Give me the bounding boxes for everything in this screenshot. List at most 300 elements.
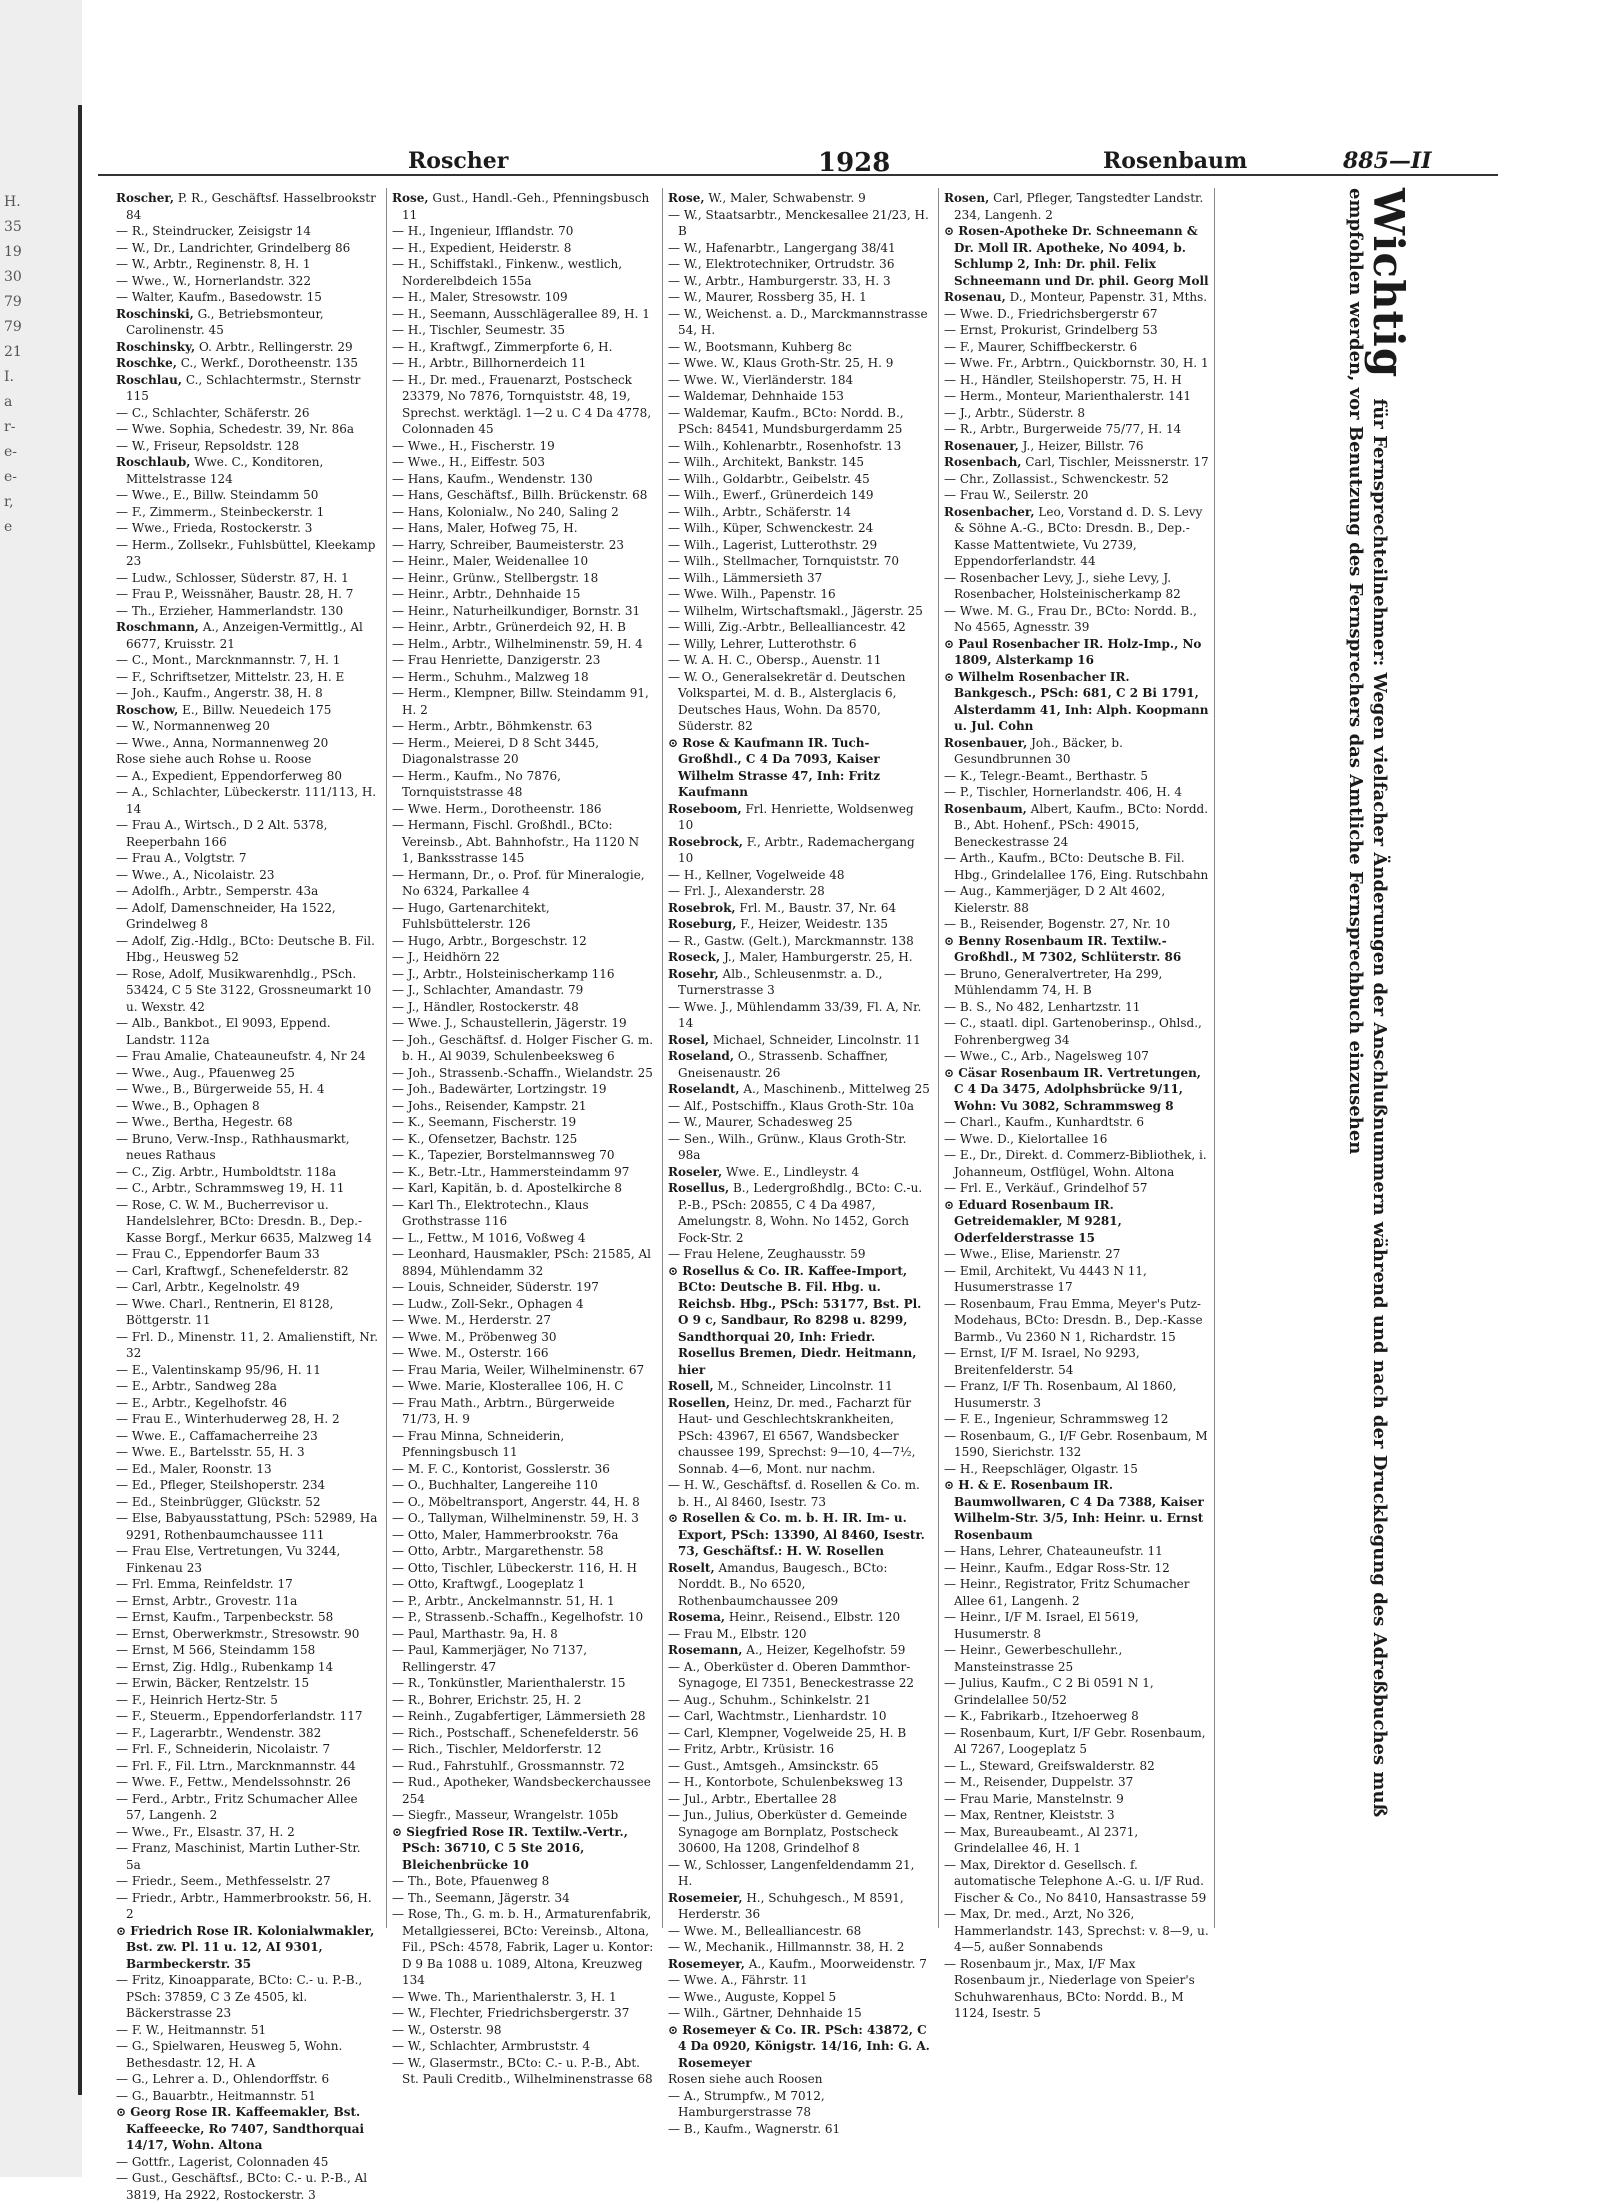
directory-entry: ⊙ H. & E. Rosenbaum IR. Baumwollwaren, C 4 Da 7388, Kaiser Wilhelm-Str. 3/5, Inh: Heinr. u. Ernst Rosenbaum (944, 1478, 1204, 1542)
directory-entry: — C., Arbtr., Schrammsweg 19, H. 11 (116, 1181, 345, 1195)
directory-entry: — H., Schiffstakl., Finkenw., westlich, Norderelbdeich 155a (392, 257, 623, 288)
directory-entry: Rosenbaum, Albert, Kaufm., BCto: Nordd. B., Abt. Hohenf., PSch: 49015, Beneckestrasse 24 (944, 801, 1209, 849)
column-divider (1214, 188, 1215, 1928)
directory-entry: — Wilh., Lagerist, Lutterothstr. 29 (668, 537, 878, 552)
directory-entry: — Siegfr., Masseur, Wrangelstr. 105b (392, 1808, 619, 1822)
directory-entry: — Frau E., Winterhuderweg 28, H. 2 (116, 1412, 340, 1426)
directory-entry: — Th., Erzieher, Hammerlandstr. 130 (116, 603, 344, 618)
directory-entry: — Rich., Postschaff., Schenefelderstr. 56 (392, 1725, 639, 1740)
directory-entry: — Wwe., Frieda, Rostockerstr. 3 (116, 521, 313, 535)
directory-entry: — R., Steindrucker, Zeisigstr 14 (116, 224, 312, 238)
directory-entry: — Wwe. M., Bellealliancestr. 68 (668, 1923, 862, 1938)
directory-entry: — H., Seemann, Ausschlägerallee 89, H. 1 (392, 306, 650, 321)
directory-entry: — Hans, Lehrer, Chateauneufstr. 11 (944, 1544, 1163, 1558)
margin-fragment: H. (4, 194, 21, 210)
directory-entry: — H., Ingenieur, Ifflandstr. 70 (392, 224, 574, 238)
directory-entry: Roschmann, A., Anzeigen-Vermittlg., Al 6677, Kruisstr. 21 (116, 620, 363, 651)
directory-entry: — Carl, Arbtr., Kegelnolstr. 49 (116, 1280, 300, 1294)
directory-entry: ⊙ Wilhelm Rosenbacher IR. Bankgesch., PSch: 681, C 2 Bi 1791, Alsterdamm 41, Inh: Alph. Koopmann u. Jul. Cohn (944, 669, 1209, 733)
directory-entry: — Wwe., H., Eiffestr. 503 (392, 455, 546, 469)
directory-entry: — A., Strumpfw., M 7012, Hamburgerstrasse 78 (668, 2088, 825, 2119)
directory-page (98, 118, 1498, 2202)
directory-entry: — Wwe. Charl., Rentnerin, El 8128, Böttgerstr. 11 (116, 1296, 334, 1327)
directory-entry: — Ed., Pfleger, Steilshoperstr. 234 (116, 1478, 326, 1492)
directory-entry: Roseler, Wwe. E., Lindleystr. 4 (668, 1164, 860, 1179)
directory-entry: — Hans, Kolonialw., No 240, Saling 2 (392, 504, 619, 519)
directory-entry: Rosenauer, J., Heizer, Billstr. 76 (944, 438, 1144, 453)
directory-entry: — J., Schlachter, Amandastr. 79 (392, 983, 584, 997)
directory-entry: — L., Steward, Greifswalderstr. 82 (944, 1758, 1155, 1773)
directory-entry: — Frau Maria, Weiler, Wilhelminenstr. 67 (392, 1362, 645, 1377)
directory-entry: — Joh., Kaufm., Angerstr. 38, H. 8 (116, 686, 323, 700)
directory-entry: — Wwe. Fr., Arbtrn., Quickbornstr. 30, H. 1 (944, 356, 1209, 370)
notice-body: für Fernsprechteilnehmer: Wegen vielfacher Änderungen der Anschlußnummern während und nach der Drucklegung des Adreßbuches muß empfohlen werden, vor Benutzung des Fernsprechers das Amtliche Fernsprechbuch einzusehen (1345, 188, 1390, 1818)
directory-entry: — Helm., Arbtr., Wilhelminenstr. 59, H. 4 (392, 636, 643, 651)
directory-entry: — Otto, Kraftwgf., Loogeplatz 1 (392, 1577, 586, 1591)
directory-entry: — M. F. C., Kontorist, Gosslerstr. 36 (392, 1461, 610, 1476)
directory-entry: — Frl. E., Verkäuf., Grindelhof 57 (944, 1181, 1148, 1195)
directory-entry: — Wwe., Auguste, Koppel 5 (668, 1989, 837, 2004)
directory-entry: — Wwe. A., Fährstr. 11 (668, 1973, 808, 1987)
directory-entry: — Frau P., Weissnäher, Baustr. 28, H. 7 (116, 587, 354, 601)
directory-entry: — P., Arbtr., Anckelmannstr. 51, H. 1 (392, 1593, 615, 1608)
directory-entry: — Gottfr., Lagerist, Colonnaden 45 (116, 2154, 329, 2169)
directory-entry: — Waldemar, Kaufm., BCto: Nordd. B., PSch: 84541, Mundsburgerdamm 25 (668, 405, 904, 436)
directory-entry: — Herm., Klempner, Billw. Steindamm 91, H. 2 (392, 686, 649, 717)
directory-entry: — Paul, Marthastr. 9a, H. 8 (392, 1626, 558, 1641)
margin-fragments (4, 190, 64, 540)
directory-entry: Roschinski, G., Betriebsmonteur, Carolinenstr. 45 (116, 306, 324, 337)
directory-entry: — E., Arbtr., Kegelhofstr. 46 (116, 1395, 287, 1410)
margin-fragment: r, (4, 494, 14, 510)
directory-entry: — Wwe., Anna, Normannenweg 20 (116, 735, 329, 750)
directory-entry: — Heinr., Gewerbeschullehr., Mansteinstrasse 25 (944, 1643, 1123, 1674)
directory-entry: — Ernst, Prokurist, Grindelberg 53 (944, 323, 1158, 337)
directory-entry: — Wwe. W., Vierländerstr. 184 (668, 372, 854, 387)
directory-entry: — Frl. F., Schneiderin, Nicolaistr. 7 (116, 1742, 331, 1756)
directory-entry: — Frau W., Seilerstr. 20 (944, 488, 1089, 502)
column-divider (938, 188, 939, 1928)
directory-entry: — Walter, Kaufm., Basedowstr. 15 (116, 290, 322, 304)
directory-entry: — Frau M., Elbstr. 120 (668, 1626, 807, 1641)
directory-entry: — Bruno, Generalvertreter, Ha 299, Mühlendamm 74, H. B (944, 966, 1163, 997)
directory-entry: — Heinr., Kaufm., Edgar Ross-Str. 12 (944, 1560, 1170, 1575)
directory-entry: — Frau Henriette, Danzigerstr. 23 (392, 653, 601, 667)
directory-entry: — Frau Minna, Schneiderin, Pfenningsbusch 11 (392, 1428, 565, 1459)
directory-entry: — Rose, Th., G. m. b. H., Armaturenfabrik, Metallgiesserei, BCto: Vereinsb., Altona, Fil., PSch: 4578, Fabrik, Lager u. Kontor: D 9 Ba 1088 u. 1089, Altona, Kreuzweg 134 (392, 1907, 654, 1987)
directory-entry: — W., Dr., Landrichter, Grindelberg 86 (116, 240, 351, 255)
notice-title: Wichtig (1364, 188, 1413, 379)
directory-entry: Rosenbacher, Leo, Vorstand d. D. S. Levy & Söhne A.-G., BCto: Dresdn. B., Dep.-Kasse Mattentwiete, Vu 2739, Eppendorferlandstr. 44 (944, 504, 1203, 568)
directory-entry: — Ludw., Zoll-Sekr., Ophagen 4 (392, 1296, 584, 1311)
column-2 (392, 190, 654, 2086)
directory-entry: — O., Buchhalter, Langereihe 110 (392, 1478, 598, 1492)
margin-fragment: 79 (4, 294, 22, 310)
directory-entry: — Ed., Steinbrügger, Glückstr. 52 (116, 1494, 321, 1509)
directory-entry: — Willy, Lehrer, Lutterothstr. 6 (668, 636, 857, 651)
directory-entry: — W., Weichenst. a. D., Marckmannstrasse 54, H. (668, 306, 928, 337)
directory-entry: — Adolfh., Arbtr., Semperstr. 43a (116, 884, 319, 898)
margin-fragment: 21 (4, 344, 22, 360)
directory-entry: ⊙ Benny Rosenbaum IR. Textilw.-Großhdl., M 7302, Schlüterstr. 86 (944, 933, 1182, 964)
directory-entry: ⊙ Cäsar Rosenbaum IR. Vertretungen, C 4 Da 3475, Adolphsbrücke 9/11, Wohn: Vu 3082, Schrammsweg 8 (944, 1065, 1201, 1113)
directory-entry: — J., Arbtr., Holsteinischerkamp 116 (392, 966, 615, 981)
directory-entry: — Heinr., Grünw., Stellbergstr. 18 (392, 570, 599, 585)
directory-entry: ⊙ Georg Rose IR. Kaffeemakler, Bst. Kaffeeecke, Ro 7407, Sandthorquai 14/17, Wohn. Altona (116, 2105, 365, 2152)
directory-entry: — Rud., Fahrstuhlf., Grossmannstr. 72 (392, 1758, 625, 1773)
directory-entry: Rose, W., Maler, Schwabenstr. 9 (668, 191, 866, 205)
directory-entry: — Wwe., W., Hornerlandstr. 322 (116, 273, 311, 288)
directory-entry: — E., Arbtr., Sandweg 28a (116, 1379, 277, 1393)
directory-entry: — Heinr., Arbtr., Dehnhaide 15 (392, 587, 581, 601)
directory-entry: — Otto, Tischler, Lübeckerstr. 116, H. H (392, 1560, 638, 1575)
directory-entry: Rosebrock, F., Arbtr., Rademachergang 10 (668, 834, 915, 865)
directory-entry: — Aug., Kammerjäger, D 2 Alt 4602, Kielerstr. 88 (944, 884, 1166, 915)
margin-fragment: a (4, 394, 13, 410)
directory-entry: — H., Händler, Steilshoperstr. 75, H. H (944, 372, 1182, 387)
directory-entry: — Erwin, Bäcker, Rentzelstr. 15 (116, 1676, 310, 1690)
directory-entry: — Heinr., Maler, Weidenallee 10 (392, 554, 589, 568)
directory-entry: — C., Schlachter, Schäferstr. 26 (116, 405, 310, 420)
directory-entry: — Wilh., Architekt, Bankstr. 145 (668, 455, 865, 469)
directory-entry: — W., Arbtr., Reginenstr. 8, H. 1 (116, 257, 311, 271)
directory-entry: — Otto, Arbtr., Margarethenstr. 58 (392, 1544, 604, 1558)
directory-entry: — Karl, Kapitän, b. d. Apostelkirche 8 (392, 1181, 623, 1195)
directory-entry: — Friedr., Arbtr., Hammerbrookstr. 56, H. 2 (116, 1890, 372, 1921)
directory-entry: — Jun., Julius, Oberküster d. Gemeinde Synagoge am Bornplatz, Postscheck 30600, Ha 1208, Grindelhof 8 (668, 1808, 908, 1855)
directory-entry: — Wwe. D., Friedrichsbergerstr 67 (944, 306, 1158, 321)
directory-entry: — F., Heinrich Hertz-Str. 5 (116, 1692, 278, 1707)
directory-entry: — B., Reisender, Bogenstr. 27, Nr. 10 (944, 917, 1171, 931)
directory-entry: — H., Arbtr., Billhornerdeich 11 (392, 356, 587, 370)
directory-entry: — Frau C., Eppendorfer Baum 33 (116, 1247, 320, 1261)
directory-entry: — W. A. H. C., Obersp., Auenstr. 11 (668, 653, 882, 667)
directory-entry: — F., Schriftsetzer, Mittelstr. 23, H. E (116, 669, 345, 684)
directory-entry: — Heinr., Naturheilkundiger, Bornstr. 31 (392, 603, 641, 618)
directory-entry: — Gust., Amtsgeh., Amsinckstr. 65 (668, 1758, 879, 1773)
directory-entry: — G., Lehrer a. D., Ohlendorffstr. 6 (116, 2072, 330, 2086)
directory-entry: — Karl Th., Elektrotechn., Klaus Grothstrasse 116 (392, 1197, 589, 1228)
directory-entry: Roschlaub, Wwe. C., Konditoren, Mittelstrasse 124 (116, 455, 324, 486)
directory-entry: — Franz, Maschinist, Martin Luther-Str. 5a (116, 1841, 361, 1872)
directory-entry: Rosen, Carl, Pfleger, Tangstedter Landstr. 234, Langenh. 2 (944, 191, 1204, 222)
directory-entry: — Wwe., Aug., Pfauenweg 25 (116, 1065, 295, 1080)
directory-entry: — Wilh., Kohlenarbtr., Rosenhofstr. 13 (668, 438, 902, 453)
directory-entry: — Wwe. M., Pröbenweg 30 (392, 1329, 557, 1344)
directory-entry: — Wwe., Fr., Elsastr. 37, H. 2 (116, 1824, 295, 1839)
directory-entry: — W., Staatsarbtr., Menckesallee 21/23, H. B (668, 207, 929, 238)
directory-entry: ⊙ Paul Rosenbacher IR. Holz-Imp., No 1809, Alsterkamp 16 (944, 636, 1202, 667)
directory-entry: Rosenau, D., Monteur, Papenstr. 31, Mths. (944, 290, 1208, 304)
directory-entry: — Wilh., Goldarbtr., Geibelstr. 45 (668, 471, 870, 486)
directory-entry: — Rosenbacher Levy, J., siehe Levy, J. Rosenbacher, Holsteinischerkamp 82 (944, 570, 1181, 601)
margin-fragment: 30 (4, 269, 22, 285)
directory-entry: — Else, Babyausstattung, PSch: 52989, Ha 9291, Rothenbaumchaussee 111 (116, 1511, 378, 1542)
telephone-notice-text (1320, 188, 1413, 1828)
directory-entry: — W., Mechanik., Hillmannstr. 38, H. 2 (668, 1940, 905, 1954)
directory-entry: — Heinr., I/F M. Israel, El 5619, Husumerstr. 8 (944, 1610, 1139, 1641)
directory-entry: — C., staatl. dipl. Gartenoberinsp., Ohlsd., Fohrenbergweg 34 (944, 1016, 1202, 1047)
directory-entry: — Rich., Tischler, Meldorferstr. 12 (392, 1742, 602, 1756)
directory-entry: Roschlau, C., Schlachtermstr., Sternstr 115 (116, 372, 361, 403)
directory-entry: — Wwe., H., Fischerstr. 19 (392, 438, 555, 453)
directory-entry: — E., Dr., Direkt. d. Commerz-Bibliothek, i. Johanneum, Ostflügel, Wohn. Altona (944, 1148, 1207, 1179)
directory-entry: — Frau Amalie, Chateauneufstr. 4, Nr 24 (116, 1049, 366, 1063)
directory-entry: Rosehr, Alb., Schleusenmstr. a. D., Turnerstrasse 3 (668, 966, 883, 997)
directory-entry: — Wwe., B., Ophagen 8 (116, 1098, 260, 1113)
directory-entry: — W., Maurer, Rossberg 35, H. 1 (668, 290, 867, 304)
directory-entry: — Frau Math., Arbtrn., Bürgerweide 71/73, H. 9 (392, 1395, 615, 1426)
directory-entry: — Ferd., Arbtr., Fritz Schumacher Allee 57, Langenh. 2 (116, 1791, 358, 1822)
directory-entry: — Reinh., Zugabfertiger, Lämmersieth 28 (392, 1709, 646, 1723)
directory-entry: — Harry, Schreiber, Baumeisterstr. 23 (392, 537, 625, 552)
directory-entry: — Carl, Klempner, Vogelweide 25, H. B (668, 1725, 907, 1740)
directory-entry: — Frl. F., Fil. Ltrn., Marcknmannstr. 44 (116, 1758, 356, 1773)
directory-entry: — Ernst, Zig. Hdlg., Rubenkamp 14 (116, 1659, 334, 1674)
directory-entry: — R., Bohrer, Erichstr. 25, H. 2 (392, 1692, 582, 1707)
directory-entry: — Heinr., Arbtr., Grünerdeich 92, H. B (392, 620, 626, 634)
directory-entry: — Hans, Kaufm., Wendenstr. 130 (392, 471, 593, 486)
directory-entry: Roschow, E., Billw. Neuedeich 175 (116, 702, 332, 717)
directory-entry: — Wwe. F., Fettw., Mendelssohnstr. 26 (116, 1775, 351, 1789)
directory-entry: — F., Steuerm., Eppendorferlandstr. 117 (116, 1709, 363, 1723)
directory-entry: — W., Normannenweg 20 (116, 719, 270, 733)
margin-fragment: 19 (4, 244, 22, 260)
directory-entry: — Charl., Kaufm., Kunhardtstr. 6 (944, 1115, 1144, 1129)
directory-entry: — A., Oberküster d. Oberen Dammthor-Synagoge, El 7351, Beneckestrasse 22 (668, 1659, 914, 1690)
directory-entry: — Sen., Wilh., Grünw., Klaus Groth-Str. 98a (668, 1131, 907, 1162)
directory-entry: — H., Kraftwgf., Zimmerpforte 6, H. (392, 339, 613, 354)
directory-entry: — Bruno, Verw.-Insp., Rathhausmarkt, neues Rathaus (116, 1131, 350, 1162)
telephone-notice (1230, 188, 1490, 1908)
directory-entry: — Julius, Kaufm., C 2 Bi 0591 N 1, Grindelallee 50/52 (944, 1676, 1154, 1707)
directory-entry: — Wwe. M., Osterstr. 166 (392, 1346, 549, 1360)
directory-entry: — F., Zimmerm., Steinbeckerstr. 1 (116, 504, 325, 519)
directory-entry: — Chr., Zollassist., Schwenckestr. 52 (944, 471, 1169, 486)
directory-entry: — Ernst, Kaufm., Tarpenbeckstr. 58 (116, 1610, 334, 1624)
directory-entry: — Wwe. Th., Marienthalerstr. 3, H. 1 (392, 1989, 617, 2004)
directory-entry: — Adolf, Zig.-Hdlg., BCto: Deutsche B. Fil. Hbg., Heusweg 52 (116, 933, 375, 964)
directory-entry: Roschke, C., Werkf., Dorotheenstr. 135 (116, 356, 359, 370)
directory-entry: — Herm., Monteur, Marienthalerstr. 141 (944, 389, 1192, 403)
directory-entry: — O., Tallyman, Wilhelminenstr. 59, H. 3 (392, 1511, 639, 1525)
directory-entry: — Alb., Bankbot., El 9093, Eppend. Landstr. 112a (116, 1016, 331, 1047)
directory-entry: — Wwe. J., Mühlendamm 33/39, Fl. A, Nr. 14 (668, 999, 922, 1030)
directory-entry: — J., Arbtr., Süderstr. 8 (944, 405, 1086, 420)
directory-entry: — Wwe. D., Kielortallee 16 (944, 1131, 1108, 1146)
directory-entry: — Th., Seemann, Jägerstr. 34 (392, 1890, 570, 1905)
directory-entry: — E., Valentinskamp 95/96, H. 11 (116, 1362, 321, 1377)
directory-entry: — Carl, Wachtmstr., Lienhardstr. 10 (668, 1709, 887, 1723)
directory-entry: Roschinsky, O. Arbtr., Rellingerstr. 29 (116, 339, 353, 354)
directory-entry: — Wwe. E., Caffamacherreihe 23 (116, 1428, 318, 1443)
directory-entry: Rosemeyer, A., Kaufm., Moorweidenstr. 7 (668, 1956, 927, 1971)
directory-entry: — C., Mont., Marcknmannstr. 7, H. 1 (116, 653, 341, 667)
directory-entry: — Wwe., B., Bürgerweide 55, H. 4 (116, 1082, 325, 1096)
directory-entry: — H., Dr. med., Frauenarzt, Postscheck 23379, No 7876, Tornquiststr. 48, 19, Sprechst. werktägl. 1—2 u. C 4 Da 4778, Colonnaden 45 (392, 372, 652, 436)
directory-entry: — K., Ofensetzer, Bachstr. 125 (392, 1131, 578, 1146)
directory-entry: ⊙ Rosen-Apotheke Dr. Schneemann & Dr. Moll IR. Apotheke, No 4094, b. Schlump 2, Inh: Dr. phil. Felix Schneemann und Dr. phil. Georg Moll (944, 224, 1209, 288)
column-1 (116, 190, 379, 2202)
directory-entry: Rosenbach, Carl, Tischler, Meissnerstr. 17 (944, 455, 1209, 469)
directory-entry: — Willi, Zig.-Arbtr., Bellealliancestr. 42 (668, 620, 906, 634)
directory-entry: — Franz, I/F Th. Rosenbaum, Al 1860, Husumerstr. 3 (944, 1379, 1177, 1410)
directory-entry: — A., Schlachter, Lübeckerstr. 111/113, H. 14 (116, 785, 377, 816)
directory-entry: — Ernst, Arbtr., Grovestr. 11a (116, 1593, 298, 1608)
directory-entry: — Max, Dr. med., Arzt, No 326, Hammerlandstr. 143, Sprechst: v. 8—9, u. 4—5, außer Sonnabends (944, 1907, 1209, 1954)
directory-entry: Rosen siehe auch Roosen (668, 2072, 823, 2086)
directory-entry: Roselandt, A., Maschinenb., Mittelweg 25 (668, 1082, 930, 1096)
directory-entry: Rosellen, Heinz, Dr. med., Facharzt für Haut- und Geschlechtskrankheiten, PSch: 43967, El 6567, Wandsbecker chaussee 199, Sprechst: 9—10, 4—7½, Sonnab. 4—6, Mont. nur nachm. (668, 1395, 916, 1476)
directory-entry: — Aug., Schuhm., Schinkelstr. 21 (668, 1692, 872, 1707)
directory-entry: — Frau Marie, Manstelnstr. 9 (944, 1791, 1124, 1806)
directory-entry: — W., Arbtr., Hamburgerstr. 33, H. 3 (668, 273, 891, 288)
directory-entry: — Johs., Reisender, Kampstr. 21 (392, 1098, 587, 1113)
directory-entry: — F. W., Heitmannstr. 51 (116, 2022, 267, 2037)
directory-entry: Rose siehe auch Rohse u. Roose (116, 752, 312, 766)
directory-entry: — Herm., Arbtr., Böhmkenstr. 63 (392, 719, 593, 733)
directory-entry: — Wwe. J., Schaustellerin, Jägerstr. 19 (392, 1016, 627, 1030)
directory-entry: Roseboom, Frl. Henriette, Woldsenweg 10 (668, 801, 914, 832)
directory-entry: — Gust., Geschäftsf., BCto: C.- u. P.-B., Al 3819, Ha 2922, Rostockerstr. 3 (116, 2171, 368, 2202)
directory-entry: — Hans, Maler, Hofweg 75, H. (392, 521, 578, 535)
directory-entry: ⊙ Rose & Kaufmann IR. Tuch-Großhdl., C 4 Da 7093, Kaiser Wilhelm Strasse 47, Inh: Fritz Kaufmann (668, 735, 881, 799)
directory-entry: — Ernst, Oberwerkmstr., Stresowstr. 90 (116, 1626, 360, 1641)
margin-fragment: r- (4, 419, 16, 435)
directory-entry: — Wwe. Sophia, Schedestr. 39, Nr. 86a (116, 422, 355, 436)
directory-entry: — H., Expedient, Heiderstr. 8 (392, 240, 572, 255)
directory-entry: Rosebrok, Frl. M., Baustr. 37, Nr. 64 (668, 900, 897, 915)
directory-entry: — Wwe., Elise, Marienstr. 27 (944, 1247, 1121, 1261)
directory-entry: — Rose, C. W. M., Bucherrevisor u. Handelslehrer, BCto: Dresdn. B., Dep.-Kasse Borgf., Merkur 6635, Malzweg 14 (116, 1197, 372, 1245)
directory-entry: — Joh., Geschäftsf. d. Holger Fischer G. m. b. H., Al 9039, Schulenbeeksweg 6 (392, 1032, 654, 1063)
directory-entry: — G., Bauarbtr., Heitmannstr. 51 (116, 2088, 316, 2103)
directory-entry: — Herm., Kaufm., No 7876, Tornquiststrasse 48 (392, 768, 561, 799)
directory-entry: — Jul., Arbtr., Ebertallee 28 (668, 1791, 837, 1806)
directory-entry: — J., Heidhörn 22 (392, 950, 500, 964)
directory-entry: — Joh., Strassenb.-Schaffn., Wielandstr. 25 (392, 1065, 653, 1080)
directory-entry: Rose, Gust., Handl.-Geh., Pfenningsbusch 11 (392, 191, 650, 222)
directory-entry: Rosel, Michael, Schneider, Lincolnstr. 11 (668, 1032, 921, 1047)
header-year: 1928 (818, 148, 891, 178)
directory-entry: — Herm., Zollsekr., Fuhlsbüttel, Kleekamp 23 (116, 537, 376, 568)
directory-entry: — P., Tischler, Hornerlandstr. 406, H. 4 (944, 785, 1183, 799)
directory-entry: — Frau A., Wirtsch., D 2 Alt. 5378, Reeperbahn 166 (116, 818, 328, 849)
margin-fragment: I. (4, 369, 14, 385)
directory-entry: — Wwe., A., Nicolaistr. 23 (116, 867, 275, 882)
directory-entry: — H., Kellner, Vogelweide 48 (668, 867, 845, 882)
directory-entry: — W., Maurer, Schadesweg 25 (668, 1115, 853, 1129)
directory-entry: — J., Händler, Rostockerstr. 48 (392, 999, 579, 1014)
directory-entry: — Emil, Architekt, Vu 4443 N 11, Husumerstrasse 17 (944, 1263, 1147, 1294)
directory-entry: — Fritz, Arbtr., Krüsistr. 16 (668, 1742, 834, 1756)
column-3 (668, 190, 930, 2136)
directory-entry: Rosemeier, H., Schuhgesch., M 8591, Herderstr. 36 (668, 1890, 904, 1921)
directory-entry: — Wilh., Küper, Schwenckestr. 24 (668, 521, 874, 535)
directory-entry: — Wwe. Wilh., Papenstr. 16 (668, 587, 836, 601)
directory-entry: — Wilh., Lämmersieth 37 (668, 570, 823, 585)
directory-entry: — K., Telegr.-Beamt., Berthastr. 5 (944, 768, 1149, 783)
directory-entry: — Leonhard, Hausmakler, PSch: 21585, Al 8894, Mühlendamm 32 (392, 1247, 651, 1278)
directory-entry: — Th., Bote, Pfauenweg 8 (392, 1874, 550, 1888)
directory-entry: — Wwe. E., Bartelsstr. 55, H. 3 (116, 1445, 305, 1459)
directory-entry: — Adolf, Damenschneider, Ha 1522, Grindelweg 8 (116, 900, 336, 931)
directory-entry: — W., Schlosser, Langenfeldendamm 21, H. (668, 1857, 915, 1888)
column-divider (662, 188, 663, 1928)
directory-entry: — H. W., Geschäftsf. d. Rosellen & Co. m. b. H., Al 8460, Isestr. 73 (668, 1478, 920, 1509)
directory-entry: — Rose, Adolf, Musikwarenhdlg., PSch. 53424, C 5 Ste 3122, Grossneumarkt 10 u. Wexstr. 42 (116, 966, 372, 1014)
directory-entry: — G., Spielwaren, Heusweg 5, Wohn. Bethesdastr. 12, H. A (116, 2039, 343, 2070)
directory-entry: — Wwe., E., Billw. Steindamm 50 (116, 488, 319, 502)
directory-entry: — Frl. D., Minenstr. 11, 2. Amalienstift, Nr. 32 (116, 1329, 379, 1360)
directory-entry: — Hugo, Gartenarchitekt, Fuhlsbüttelerstr. 126 (392, 900, 550, 931)
column-4 (944, 190, 1210, 2020)
directory-entry: — Ludw., Schlosser, Süderstr. 87, H. 1 (116, 570, 349, 585)
directory-entry: — Max, Direktor d. Gesellsch. f. automatische Telephone A.-G. u. I/F Rud. Fischer & Co., No 8410, Hansastrasse 59 (944, 1857, 1207, 1905)
directory-entry: — B., Kaufm., Wagnerstr. 61 (668, 2121, 841, 2136)
directory-entry: — Frau A., Volgtstr. 7 (116, 851, 247, 865)
directory-entry: — K., Betr.-Ltr., Hammersteindamm 97 (392, 1164, 630, 1179)
header-last-entry: Rosenbaum (1103, 148, 1248, 174)
directory-entry: Rosellus, B., Ledergroßhdlg., BCto: C.-u. P.-B., PSch: 20855, C 4 Da 4987, Amelungstr. 8, Wohn. No 1452, Gorch Fock-Str. 2 (668, 1181, 923, 1245)
directory-entry: — K., Fabrikarb., Itzehoerweg 8 (944, 1709, 1139, 1723)
directory-entry: — Fritz, Kinoapparate, BCto: C.- u. P.-B., PSch: 37859, C 3 Ze 4505, kl. Bäckerstrasse 23 (116, 1973, 363, 2020)
directory-entry: — Hans, Geschäftsf., Billh. Brückenstr. 68 (392, 488, 648, 502)
directory-entry: — A., Expedient, Eppendorferweg 80 (116, 768, 343, 783)
directory-entry: Roseburg, F., Heizer, Weidestr. 135 (668, 917, 888, 931)
header-page-number: 885—II (1343, 148, 1432, 174)
directory-entry: — Wilh., Gärtner, Dehnhaide 15 (668, 2006, 862, 2020)
directory-entry: — Frau Else, Vertretungen, Vu 3244, Finkenau 23 (116, 1544, 341, 1575)
directory-entry: — Waldemar, Dehnhaide 153 (668, 389, 844, 403)
directory-entry: — W., Osterstr. 98 (392, 2022, 502, 2037)
directory-entry: ⊙ Friedrich Rose IR. Kolonialwmakler, Bst. zw. Pl. 11 u. 12, AI 9301, Barmbeckerstr. 35 (116, 1923, 375, 1971)
header-first-entry: Roscher (408, 148, 509, 174)
margin-fragment: 35 (4, 219, 22, 235)
directory-entry: — Hermann, Fischl. Großhdl., BCto: Vereinsb., Abt. Bahnhofstr., Ha 1120 N 1, Banksstrasse 145 (392, 818, 640, 865)
page-gutter (78, 105, 82, 2095)
directory-entry: — M., Reisender, Duppelstr. 37 (944, 1775, 1134, 1789)
directory-entry: — H., Tischler, Seumestr. 35 (392, 323, 565, 337)
directory-entry: — W., Flechter, Friedrichsbergerstr. 37 (392, 2006, 630, 2020)
directory-entry: ⊙ Rosellen & Co. m. b. H. IR. Im- u. Export, PSch: 13390, Al 8460, Isestr. 73, Geschäftsf.: H. W. Rosellen (668, 1511, 925, 1558)
directory-entry: Roseck, J., Maler, Hamburgerstr. 25, H. (668, 950, 913, 964)
directory-entry: — Frl. Emma, Reinfeldstr. 17 (116, 1577, 293, 1591)
directory-entry: — L., Fettw., M 1016, Voßweg 4 (392, 1230, 586, 1245)
directory-entry: — W., Bootsmann, Kuhberg 8c (668, 339, 852, 354)
directory-entry: — Wwe. Marie, Klosterallee 106, H. C (392, 1379, 624, 1393)
directory-entry: — Ed., Maler, Roonstr. 13 (116, 1461, 272, 1476)
directory-entry: — Arth., Kaufm., BCto: Deutsche B. Fil. Hbg., Grindelallee 176, Eing. Rutschbahn (944, 851, 1209, 882)
directory-entry: — Wwe. M. G., Frau Dr., BCto: Nordd. B., No 4565, Agnesstr. 39 (944, 603, 1197, 634)
directory-entry: ⊙ Siegfried Rose IR. Textilw.-Vertr., PSch: 36710, C 5 Ste 2016, Bleichenbrücke 10 (392, 1824, 628, 1872)
margin-fragment: e- (4, 469, 18, 485)
directory-entry: — P., Strassenb.-Schaffn., Kegelhofstr. 10 (392, 1610, 644, 1624)
directory-entry: Rosenbauer, Joh., Bäcker, b. Gesundbrunnen 30 (944, 735, 1123, 766)
directory-entry: — Paul, Kammerjäger, No 7137, Rellingerstr. 47 (392, 1643, 588, 1674)
directory-entry: — W., Glasermstr., BCto: C.- u. P.-B., Abt. St. Pauli Creditb., Wilhelminenstrasse 68 (392, 2055, 653, 2086)
directory-entry: — H., Reepschläger, Olgastr. 15 (944, 1461, 1138, 1476)
directory-entry: — Herm., Meierei, D 8 Scht 3445, Diagonalstrasse 20 (392, 735, 600, 766)
margin-fragment: 79 (4, 319, 22, 335)
directory-entry: ⊙ Rosellus & Co. IR. Kaffee-Import, BCto: Deutsche B. Fil. Hbg. u. Reichsb. Hbg., PSch: 53177, Bst. Pl. O 9 c, Sandbaur, Ro 8298 u. 8299, Sandthorquai 20, Inh: Friedr. Rosellus Bremen, Diedr. Heitmann, hier (668, 1263, 922, 1377)
directory-entry: — Rosenbaum, Frau Emma, Meyer's Putz-Modehaus, BCto: Dresdn. B., Dep.-Kasse Barmb., Vu 2360 N 1, Richardstr. 15 (944, 1296, 1203, 1344)
directory-entry: — Wwe., Bertha, Hegestr. 68 (116, 1115, 293, 1129)
directory-entry: — Hugo, Arbtr., Borgeschstr. 12 (392, 933, 587, 948)
directory-entry: — R., Arbtr., Burgerweide 75/77, H. 14 (944, 422, 1182, 436)
directory-entry: — O., Möbeltransport, Angerstr. 44, H. 8 (392, 1494, 640, 1509)
directory-entry: — Heinr., Registrator, Fritz Schumacher Allee 61, Langenh. 2 (944, 1577, 1190, 1608)
